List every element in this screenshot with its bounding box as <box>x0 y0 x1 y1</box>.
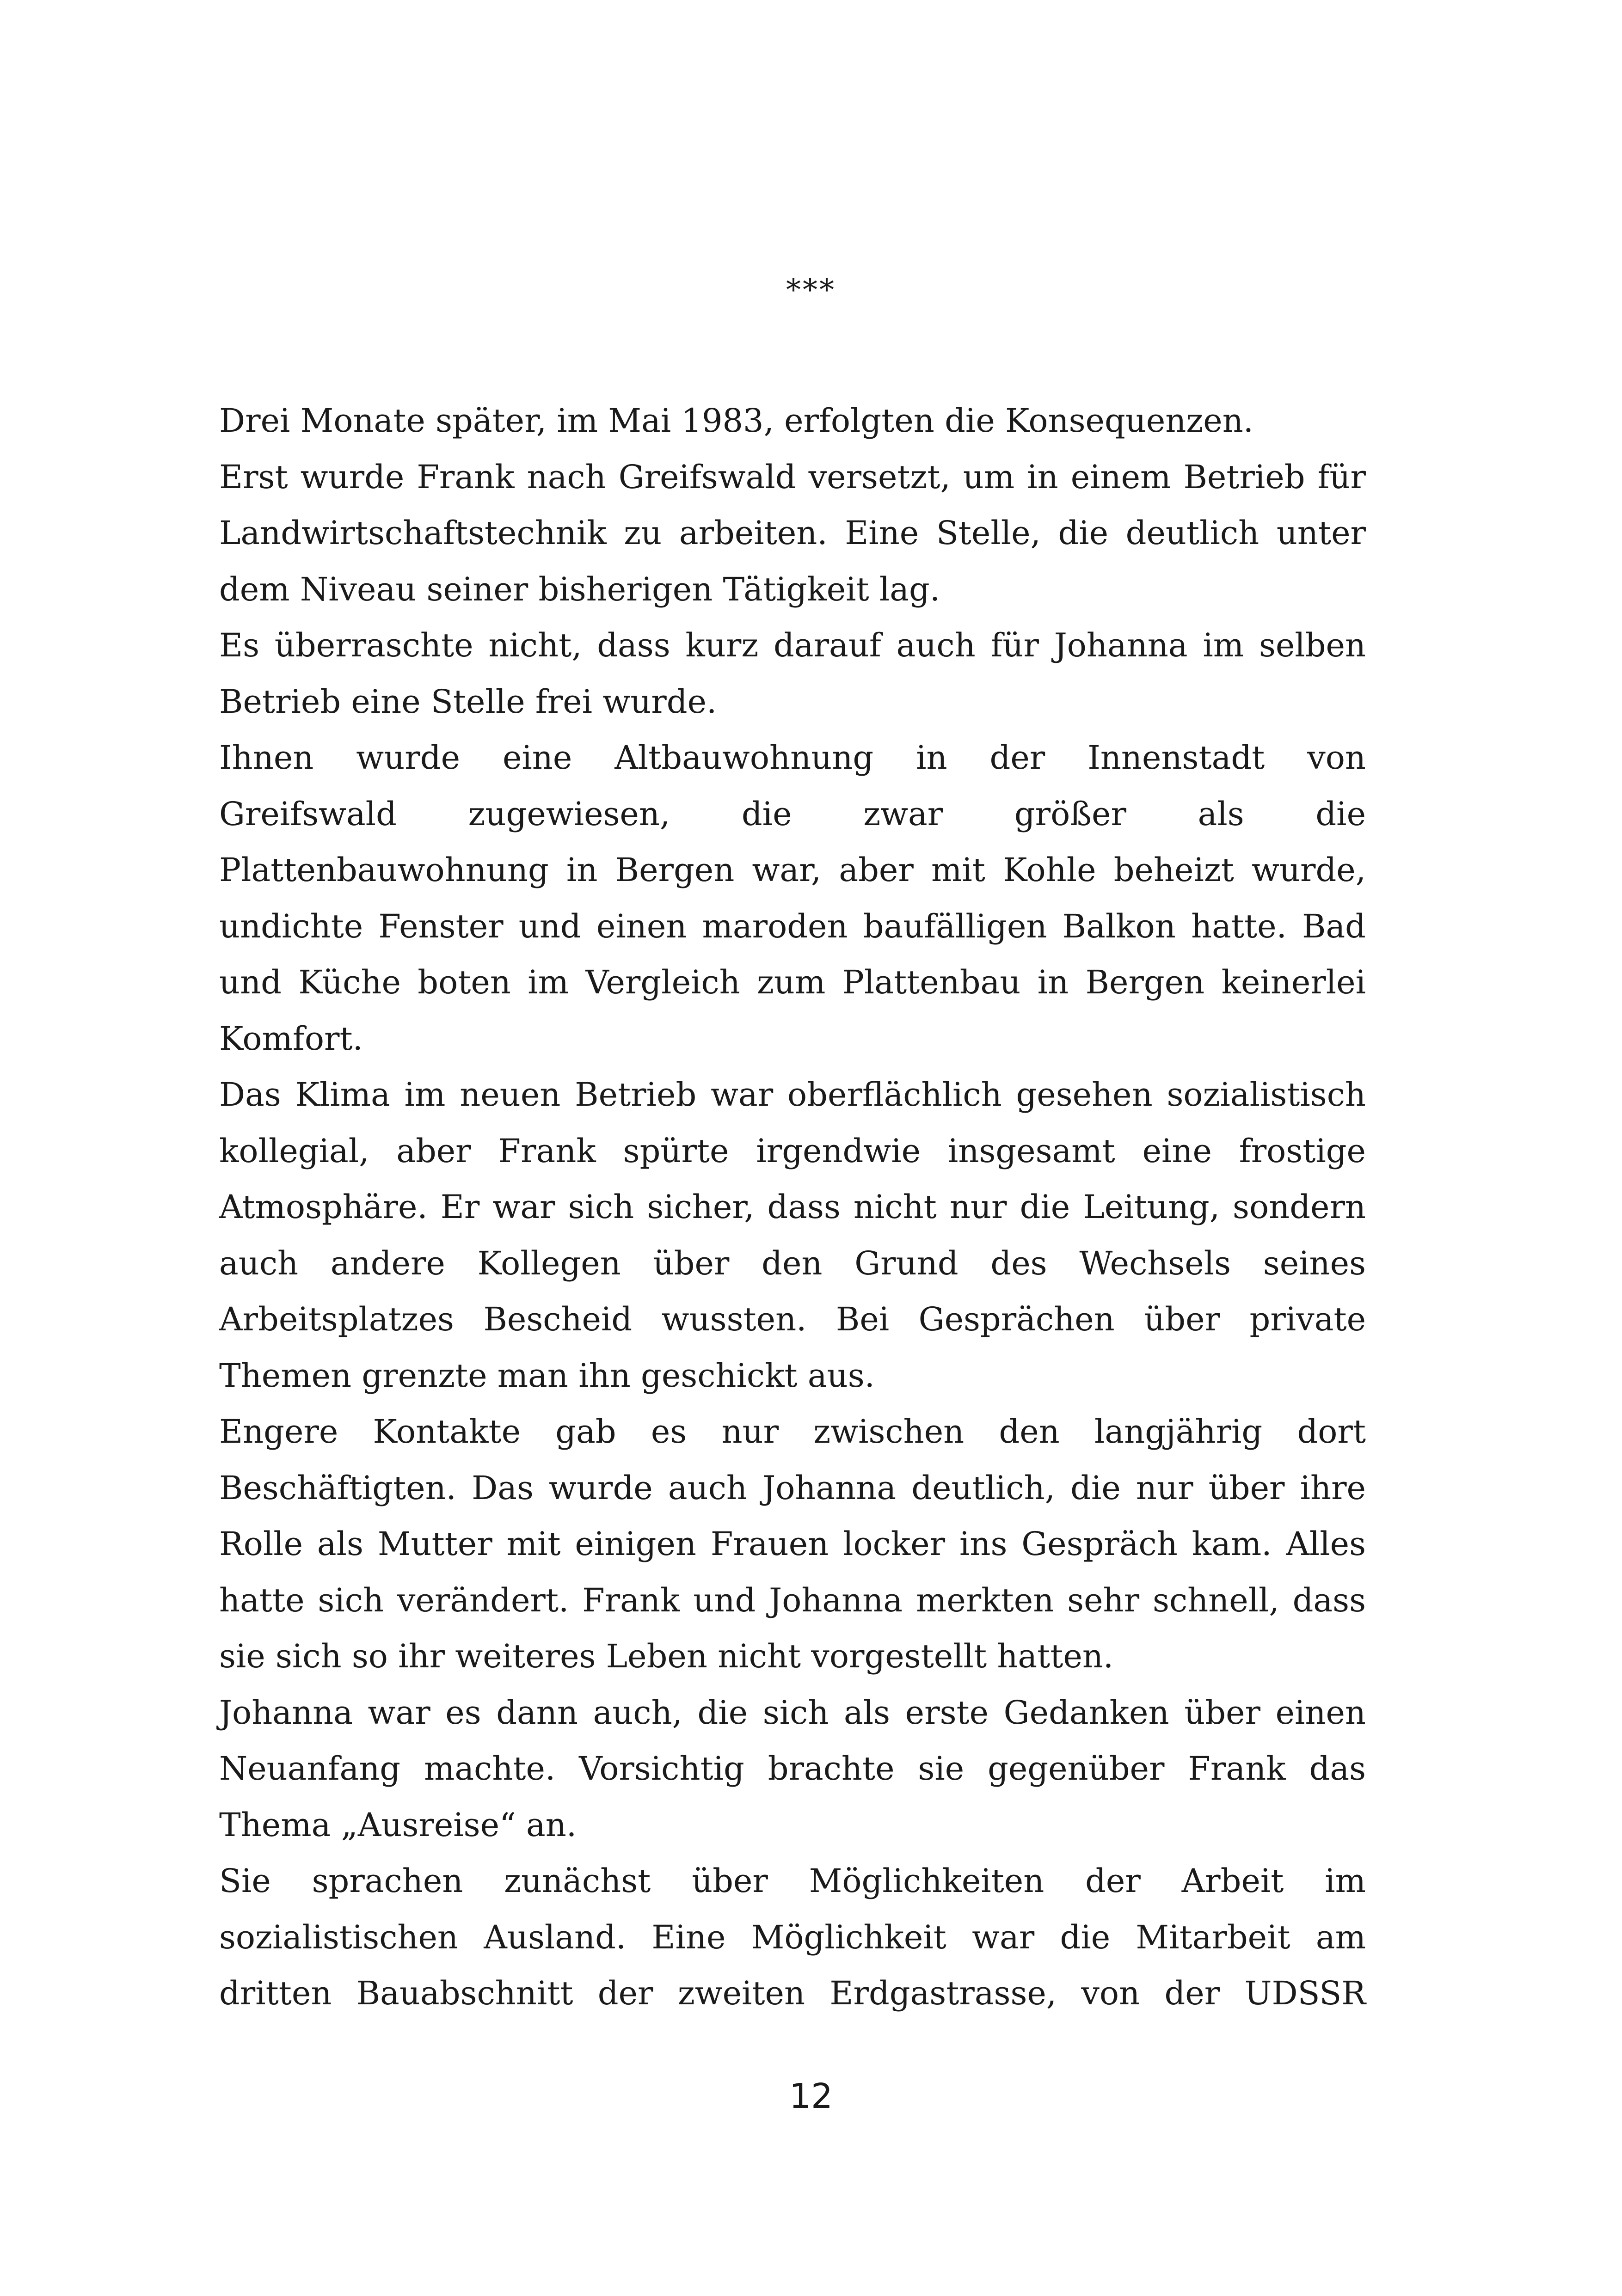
paragraph-7: Johanna war es dann auch, die sich als erste Gedanken über einen Neuanfang machte. Vorsichtig brachte sie gegenüber Frank das Thema „Ausreise“ an. <box>219 1693 1366 1844</box>
page-number: 12 <box>789 2076 833 2116</box>
paragraph-5: Das Klima im neuen Betrieb war oberflächlich gesehen sozialistisch kollegial, aber Frank spürte irgendwie insgesamt eine frostige Atmosphäre. Er war sich sicher, dass nicht nur die Leitung, sondern auch andere Kollegen über den Grund des Wechsels seines Arbeitsplatzes Bescheid wussten. Bei Gesprächen über private Themen grenzte man ihn geschickt aus. <box>219 1076 1366 1395</box>
paragraph-4-line-2: Greifswald zugewiesen, die zwar größer als die <box>219 795 1366 833</box>
paragraph-3: Es überraschte nicht, dass kurz darauf auch für Johanna im selben Betrieb eine Stelle frei wurde. <box>219 626 1366 721</box>
section-separator: *** <box>786 273 836 307</box>
paragraph-1: Drei Monate später, im Mai 1983, erfolgten die Konsequenzen. <box>219 402 1254 440</box>
paragraph-8-last-line: dritten Bauabschnitt der zweiten Erdgastrasse, von der UDSSR <box>219 1974 1366 2012</box>
body-text <box>219 393 1366 2022</box>
paragraph-6: Engere Kontakte gab es nur zwischen den langjährig dort Beschäftigten. Das wurde auch Johanna deutlich, die nur über ihre Rolle als Mutter mit einigen Frauen locker ins Gespräch kam. Alles hatte sich verändert. Frank und Johanna merkten sehr schnell, dass sie sich so ihr weiteres Leben nicht vorgestellt hatten. <box>219 1413 1366 1675</box>
paragraph-4-line-1: Ihnen wurde eine Altbauwohnung in der Innenstadt von <box>219 739 1366 777</box>
paragraph-4-rest: Plattenbauwohnung in Bergen war, aber mit Kohle beheizt wurde, undichte Fenster und einen maroden baufälligen Balkon hatte. Bad und Küche boten im Vergleich zum Plattenbau in Bergen keinerlei Komfort. <box>219 851 1366 1058</box>
paragraph-8: Sie sprachen zunächst über Möglichkeiten der Arbeit im sozialistischen Ausland. Eine Möglichkeit war die Mitarbeit am <box>219 1862 1366 1956</box>
paragraph-2: Erst wurde Frank nach Greifswald versetzt, um in einem Betrieb für Landwirtschaftstechnik zu arbeiten. Eine Stelle, die deutlich unter dem Niveau seiner bisherigen Tätigkeit lag. <box>219 458 1366 608</box>
